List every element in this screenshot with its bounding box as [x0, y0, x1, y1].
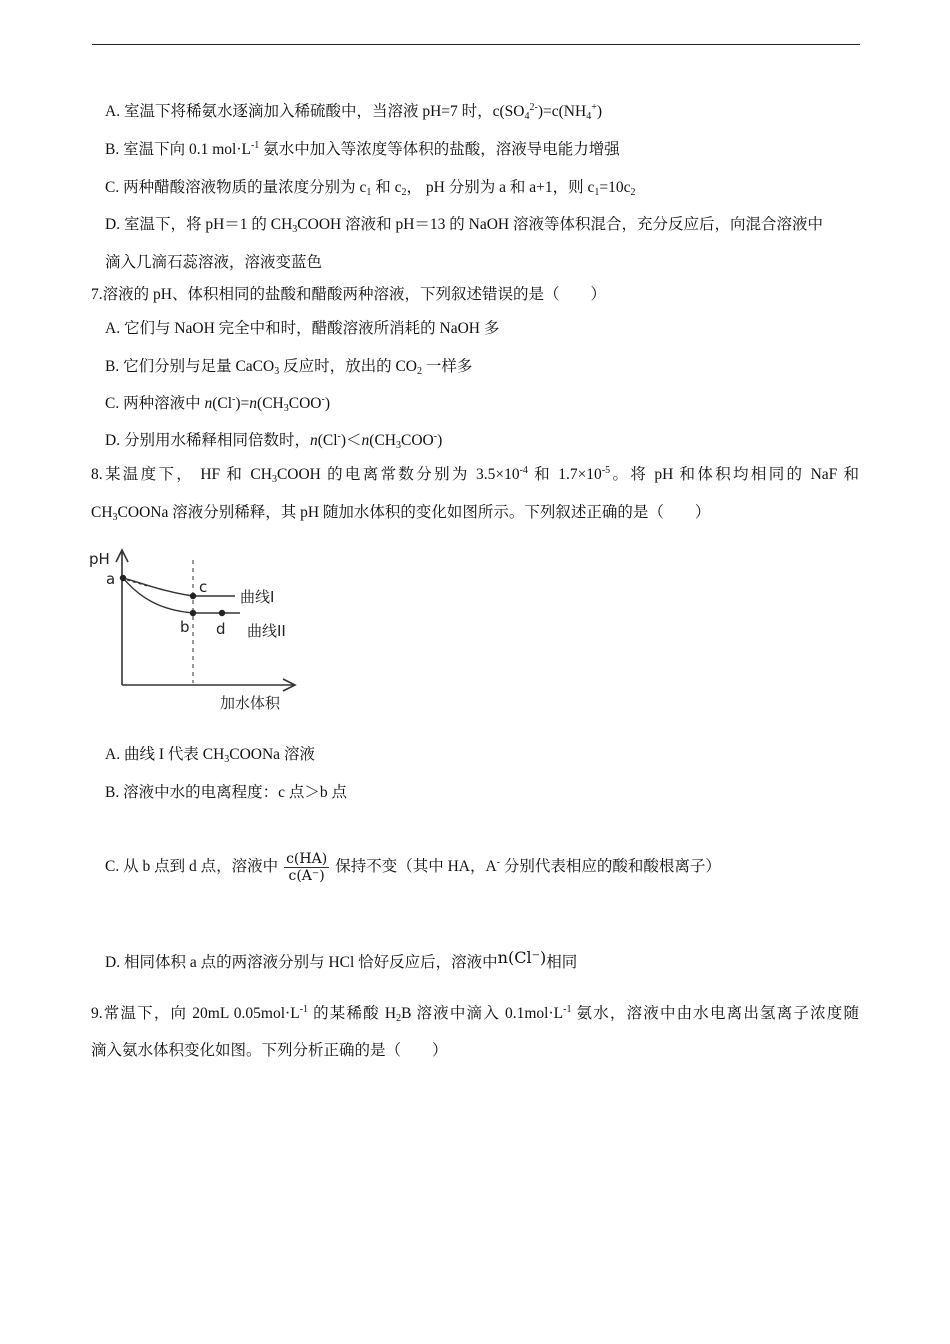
- x-axis-label: 加水体积: [220, 694, 281, 712]
- q8-option-a: A. 曲线 I 代表 $CH_3COONa$ 溶液: [105, 746, 315, 765]
- ratio-fraction: $\frac{c(HA)}{c(A^-)}$: [286, 850, 328, 884]
- curve-2-label: 曲线II: [247, 622, 286, 640]
- q8-stem-line1: 8.某温度下， HF 和 $CH_3COOH$ 的电离常数分别为 $3.5\times 10^{-4}$ 和 $1.7\times 10^{-5}$。将 pH 和体积均相同的 NaF 和: [91, 465, 859, 485]
- q9-stem-line2: 滴入氨水体积变化如图。下列分析正确的是（ ）: [91, 1042, 448, 1059]
- q7-option-d: D. 分别用水稀释相同倍数时，$n(Cl^-)<n(CH_3COO^-)$: [105, 431, 443, 451]
- y-axis-label: pH: [89, 550, 110, 568]
- ph-dilution-graph: [85, 540, 315, 715]
- curve-1-label: 曲线I: [240, 588, 275, 606]
- q8-option-d: D. 相同体积 a 点的两溶液分别与 HCl 恰好反应后，溶液中n(Cl⁻)相同: [105, 948, 578, 971]
- point-a-dot: [120, 575, 126, 581]
- point-a-label: a: [106, 570, 116, 588]
- point-c-label: c: [199, 578, 208, 596]
- q7-option-a: A. 它们与 NaOH 完全中和时，醋酸溶液所消耗的 NaOH 多: [105, 320, 500, 337]
- q6-option-d-line2: 滴入几滴石蕊溶液，溶液变蓝色: [105, 254, 323, 271]
- point-b-dot: [190, 610, 196, 616]
- q8-stem-line2: $CH_3COONa$ 溶液分别稀释，其 pH 随加水体积的变化如图所示。下列叙述正确的是（ ）: [91, 504, 711, 523]
- q6-option-d: D. 室温下，将 pH＝1 的 $CH_3COOH$ 溶液和 pH＝13 的 NaOH 溶液等体积混合，充分反应后，向混合溶液中: [105, 216, 823, 235]
- q7-stem: 7.溶液的 pH、体积相同的盐酸和醋酸两种溶液，下列叙述错误的是（ ）: [91, 286, 606, 303]
- q7-option-b: B. 它们分别与足量 CaCO$_3$ 反应时，放出的 $CO_2$ 一样多: [105, 358, 473, 377]
- point-b-label: b: [180, 618, 190, 636]
- point-c-dot: [190, 593, 196, 599]
- point-d-label: d: [216, 620, 226, 638]
- q8-option-b: B. 溶液中水的电离程度：c 点＞b 点: [105, 784, 347, 801]
- q6-option-c: C. 两种醋酸溶液物质的量浓度分别为 $c_1$ 和 $c_2$， pH 分别为 a 和 a+1，则 $c_1=10c_2$: [105, 179, 636, 198]
- header-rule: [92, 44, 860, 45]
- q9-stem-line1: 9.常温下，向 20mL $0.05mol\cdot L^{-1}$ 的某稀酸 $H_2B$ 溶液中滴入 $0.1mol\cdot L^{-1}$ 氨水，溶液中由水电离出氢离子浓度随: [91, 1004, 859, 1024]
- q8-option-c: C. 从 b 点到 d 点，溶液中 $\frac{c(HA)}{c(A^-)}$ 保持不变（其中 HA，A- 分别代表相应的酸和酸根离子）: [105, 850, 721, 884]
- q6-option-b: B. 室温下向 0.1 $mol\cdot L^{-1}$ 氨水中加入等浓度等体积的盐酸，溶液导电能力增强: [105, 140, 620, 158]
- q6-option-a: A. 室温下将稀氨水逐滴加入稀硫酸中，当溶液 pH=7 时，$c(SO_4^{2-})=c(NH_4^+)$: [105, 102, 602, 122]
- point-d-dot: [219, 610, 225, 616]
- q7-option-c: C. 两种溶液中 $n(Cl^-)=n(CH_3COO^-)$: [105, 394, 330, 414]
